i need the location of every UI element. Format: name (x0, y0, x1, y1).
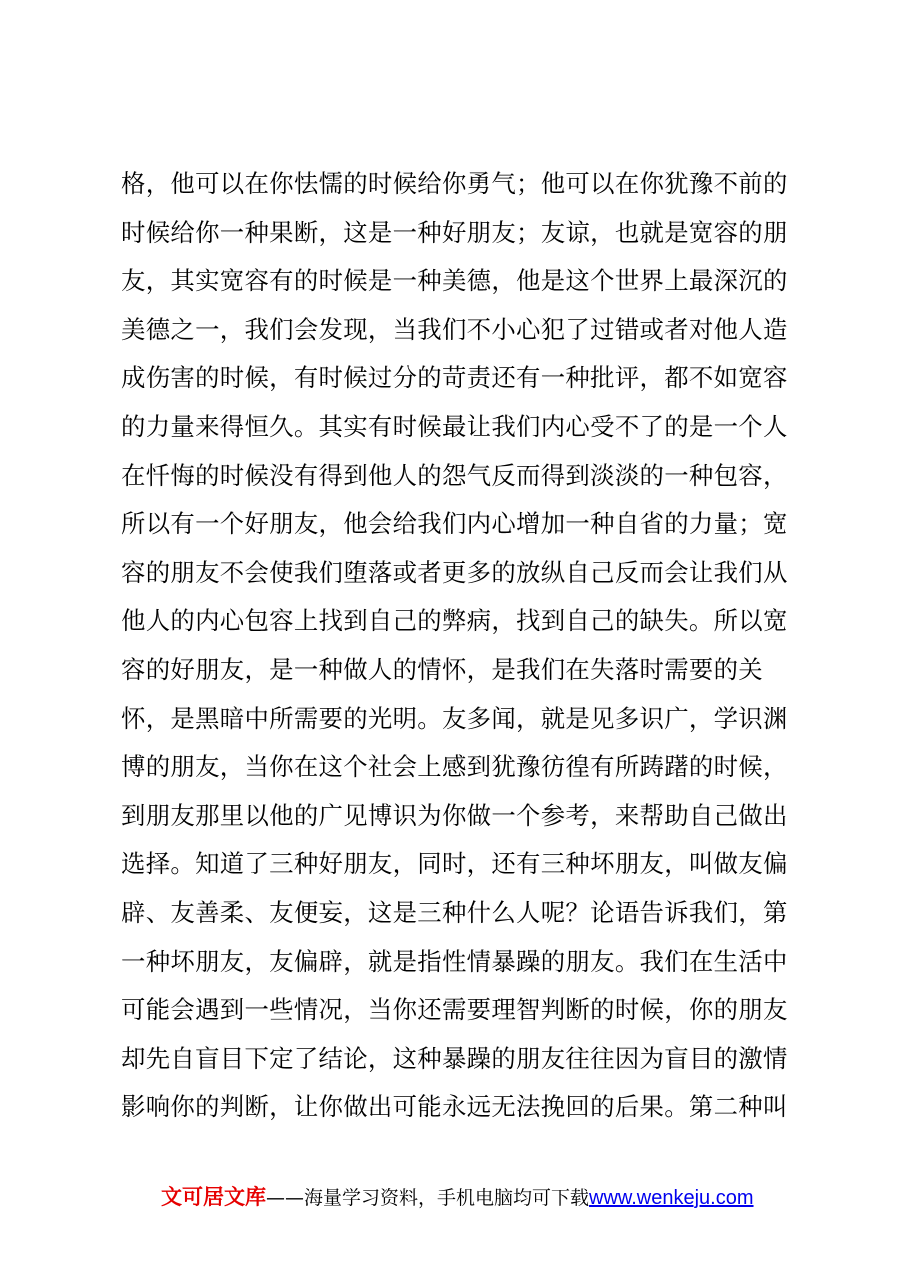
text-line: 格，他可以在你怯懦的时候给你勇气；他可以在你犹豫不前的 (121, 169, 788, 198)
text-line: 影响你的判断，让你做出可能永远无法挽回的后果。第二种叫 (121, 1092, 788, 1122)
text-line: 时候给你一种果断，这是一种好朋友；友谅，也就是宽容的朋 (121, 217, 788, 247)
footer-site-link[interactable]: www.wenkeju.com (589, 1187, 754, 1209)
text-line: 一种坏朋友，友偏辟，就是指性情暴躁的朋友。我们在生活中 (121, 946, 788, 976)
footer-tagline: ——海量学习资料，手机电脑均可下载 (266, 1187, 590, 1209)
text-line: 他人的内心包容上找到自己的弊病，找到自己的缺失。所以宽 (121, 606, 788, 636)
text-line: 友，其实宽容有的时候是一种美德，他是这个世界上最深沉的 (121, 266, 788, 296)
text-line: 辟、友善柔、友便妄，这是三种什么人呢？论语告诉我们，第 (121, 897, 788, 927)
text-line: 怀，是黑暗中所需要的光明。友多闻，就是见多识广，学识渊 (121, 703, 788, 733)
body-text (121, 160, 801, 1132)
text-line: 却先自盲目下定了结论，这种暴躁的朋友往往因为盲目的激情 (121, 1043, 788, 1073)
text-line: 美德之一，我们会发现，当我们不小心犯了过错或者对他人造 (121, 314, 788, 344)
text-line: 选择。知道了三种好朋友，同时，还有三种坏朋友，叫做友偏 (121, 849, 788, 879)
text-line: 在忏悔的时候没有得到他人的怨气反而得到淡淡的一种包容， (121, 460, 788, 490)
text-line: 博的朋友，当你在这个社会上感到犹豫彷徨有所踌躇的时候， (121, 752, 788, 782)
text-line: 可能会遇到一些情况，当你还需要理智判断的时候，你的朋友 (121, 995, 788, 1025)
text-line: 所以有一个好朋友，他会给我们内心增加一种自省的力量；宽 (121, 509, 788, 539)
text-line: 容的朋友不会使我们堕落或者更多的放纵自己反而会让我们从 (121, 557, 788, 587)
text-line: 到朋友那里以他的广见博识为你做一个参考，来帮助自己做出 (121, 800, 788, 830)
page-footer (161, 1182, 801, 1212)
text-line: 容的好朋友，是一种做人的情怀，是我们在失落时需要的关 (121, 654, 763, 684)
footer-brand: 文可居文库 (161, 1185, 266, 1209)
text-line: 成伤害的时候，有时候过分的苛责还有一种批评，都不如宽容 (121, 363, 788, 393)
text-line: 的力量来得恒久。其实有时候最让我们内心受不了的是一个人 (121, 411, 788, 441)
